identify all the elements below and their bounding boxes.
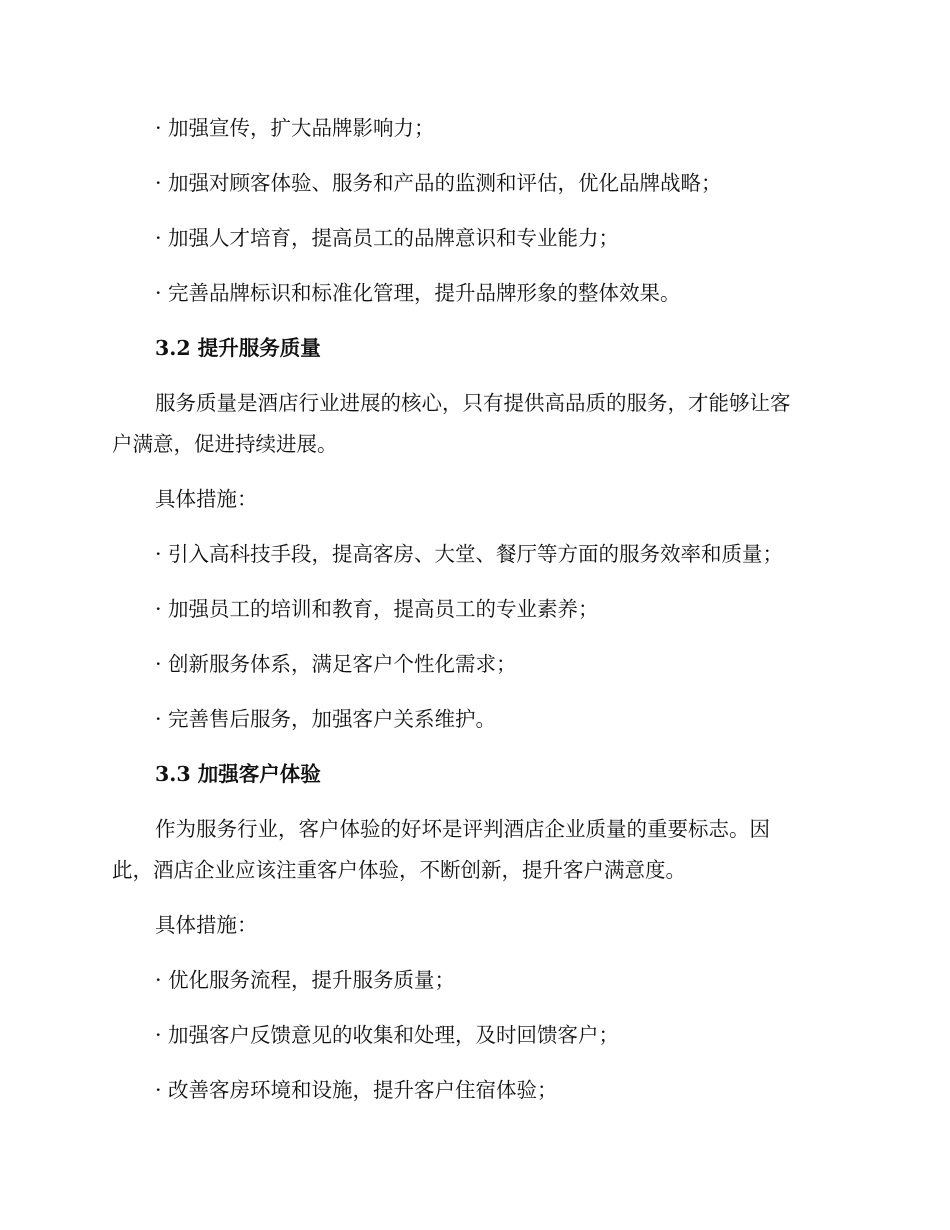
bullet-item: · 完善售后服务，加强客户关系维护。 xyxy=(155,707,497,731)
section-heading-3-3: 3.3 加强客户体验 xyxy=(155,762,321,786)
paragraph-line: 户满意，促进持续进展。 xyxy=(112,432,338,456)
bullet-item: · 加强客户反馈意见的收集和处理，及时回馈客户； xyxy=(155,1023,620,1047)
measures-label: 具体措施： xyxy=(155,487,258,511)
bullet-item: · 改善客房环境和设施，提升客户住宿体验； xyxy=(155,1078,558,1102)
bullet-item: · 加强对顾客体验、服务和产品的监测和评估，优化品牌战略； xyxy=(155,171,722,195)
paragraph-line: 作为服务行业，客户体验的好坏是评判酒店企业质量的重要标志。因 xyxy=(155,817,770,841)
bullet-item: · 加强人才培育，提高员工的品牌意识和专业能力； xyxy=(155,226,620,250)
bullet-item: · 加强员工的培训和教育，提高员工的专业素养； xyxy=(155,597,599,621)
section-heading-3-2: 3.2 提升服务质量 xyxy=(155,336,321,360)
measures-label: 具体措施： xyxy=(155,913,258,937)
bullet-item: · 加强宣传，扩大品牌影响力； xyxy=(155,116,435,140)
paragraph-line: 服务质量是酒店行业进展的核心，只有提供高品质的服务，才能够让客 xyxy=(155,391,791,415)
bullet-item: · 引入高科技手段，提高客房、大堂、餐厅等方面的服务效率和质量； xyxy=(155,542,784,566)
bullet-item: · 创新服务体系，满足客户个性化需求； xyxy=(155,652,517,676)
bullet-item: · 完善品牌标识和标准化管理，提升品牌形象的整体效果。 xyxy=(155,281,681,305)
bullet-item: · 优化服务流程，提升服务质量； xyxy=(155,968,456,992)
paragraph-line: 此，酒店企业应该注重客户体验，不断创新，提升客户满意度。 xyxy=(112,858,686,882)
